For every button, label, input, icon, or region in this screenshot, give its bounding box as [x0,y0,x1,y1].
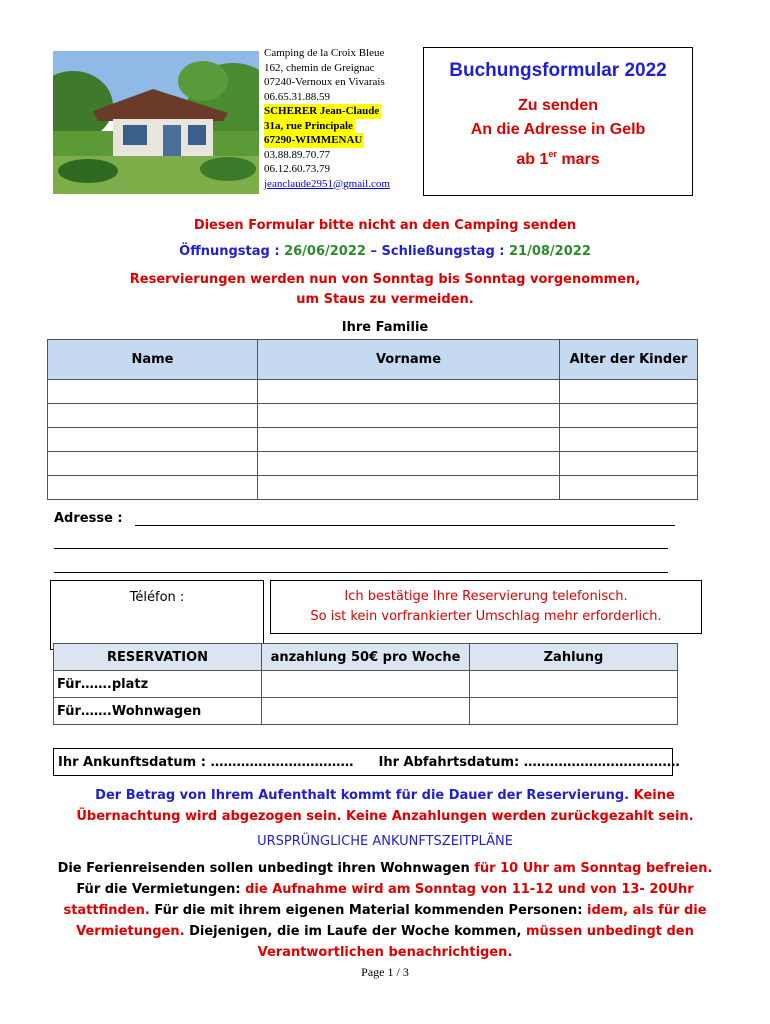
pitch-row-label: Für…….platz [54,671,262,698]
age-cell[interactable] [560,404,698,428]
highlighted-address-line: SCHERER Jean-Claude [264,105,380,117]
family-section-title: Ihre Familie [341,320,429,335]
age-cell[interactable] [560,380,698,404]
table-row [48,476,698,500]
arrival-date-field[interactable]: Ihr Ankunftsdatum : …………………………… [58,755,354,770]
contact-line: 06.65.31.88.59 [264,90,330,103]
contact-line: Camping de la Croix Bleue [264,47,385,59]
table-row [54,698,678,725]
telephone-field[interactable] [50,580,264,650]
campsite-photo [53,51,259,194]
name-cell[interactable] [48,404,258,428]
email-link[interactable]: jeanclaude2951@gmail.com [264,177,390,190]
address-label: Adresse : [54,511,123,526]
column-header-payment: Zahlung [470,644,678,671]
send-date-instruction: ab 1er mars [516,149,600,168]
caravan-row-label: Für…….Wohnwagen [54,698,262,725]
column-header-name: Name [48,340,258,380]
telephone-label: Téléfon : [129,590,185,605]
phone-confirmation-box [270,580,702,634]
name-cell[interactable] [48,428,258,452]
firstname-cell[interactable] [258,428,560,452]
payment-note: Der Betrag von Ihrem Aufenthalt kommt für die Dauer der Reservierung. Keine Übernachtung wird abgezogen sein. Keine Anzahlungen werden zurückgezahlt sein. [76,788,694,824]
page-number: Page 1 / 3 [361,965,409,979]
contact-line: 07240-Vernoux en Vivarais [264,76,385,88]
arrival-times-title: URSPRÜNGLICHE ANKUNFTSZEITPLÄNE [257,834,513,849]
table-row [48,404,698,428]
family-table [47,339,698,500]
title-box [423,47,693,196]
contact-block [264,46,416,191]
name-cell[interactable] [48,476,258,500]
deposit-cell[interactable] [262,698,470,725]
deposit-cell[interactable] [262,671,470,698]
reservation-table [53,643,678,725]
table-row [54,671,678,698]
payment-cell[interactable] [470,671,678,698]
table-row [48,428,698,452]
send-address-instruction: An die Adresse in Gelb [470,121,646,138]
address-line[interactable] [54,572,668,573]
name-cell[interactable] [48,380,258,404]
firstname-cell[interactable] [258,380,560,404]
age-cell[interactable] [560,428,698,452]
column-header-children-age: Alter der Kinder [560,340,698,380]
reservation-notice-line1: Reservierungen werden nun von Sonntag bis Sonntag vorgenommen, [129,272,641,287]
firstname-cell[interactable] [258,476,560,500]
reservation-notice-line2: um Staus zu vermeiden. [296,292,474,307]
payment-cell[interactable] [470,698,678,725]
departure-date-field[interactable]: Ihr Abfahrtsdatum: ……………………………… [378,755,680,770]
form-title: Buchungsformular 2022 [449,60,667,81]
name-cell[interactable] [48,452,258,476]
firstname-cell[interactable] [258,452,560,476]
firstname-cell[interactable] [258,404,560,428]
column-header-firstname: Vorname [258,340,560,380]
age-cell[interactable] [560,476,698,500]
dates-box [53,748,680,776]
contact-line: 162, chemin de Greignac [264,61,375,74]
campsite-building-icon [53,51,259,194]
send-instruction: Zu senden [517,97,598,114]
column-header-reservation: RESERVATION [54,644,262,671]
table-row [48,380,698,404]
not-to-camping-notice: Diesen Formular bitte nicht an den Camping senden [193,218,577,233]
phone-line: 06.12.60.73.79 [264,163,330,175]
confirmation-line2: So ist kein vorfrankierter Umschlag mehr erforderlich. [310,609,662,624]
table-row [48,452,698,476]
highlighted-address-line: 31a, rue Principale [264,119,353,132]
arrival-times-text: Die Ferienreisenden sollen unbedingt ihren Wohnwagen für 10 Uhr am Sonntag befreien. Für die Vermietungen: die Aufnahme wird am Sonntag von 11-12 und von 13- 20Uhr stattfinden. Für die mit ihrem eigenen Material kommenden Personen: idem, als für die Vermietungen. Diejenigen, die im Laufe der Woche kommen, müssen unbedingt den Verantwortlichen benachrichtigen. [57,861,713,960]
address-line[interactable] [54,548,668,549]
age-cell[interactable] [560,452,698,476]
family-table-header [48,340,698,380]
address-line[interactable] [135,525,675,526]
reservation-table-header [54,644,678,671]
season-dates: Öffnungstag : 26/06/2022 – Schließungstag : 21/08/2022 [179,244,591,259]
phone-line: 03.88.89.70.77 [264,148,330,161]
column-header-deposit: anzahlung 50€ pro Woche [262,644,470,671]
highlighted-address-line: 67290-WIMMENAU [264,134,363,146]
confirmation-line1: Ich bestätige Ihre Reservierung telefonisch. [344,589,628,604]
